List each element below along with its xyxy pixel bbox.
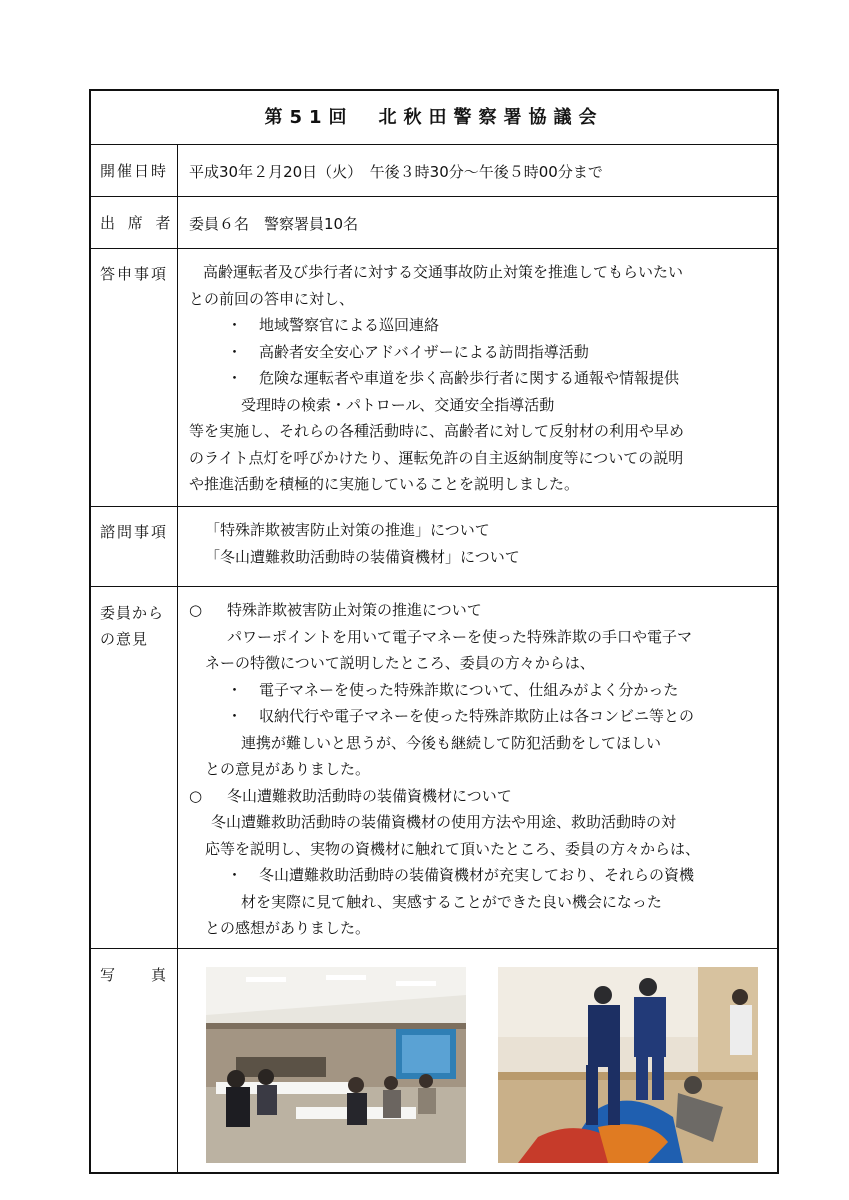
opinion-bullet-continuation: 材を実際に見て触れ、実感することができた良い機会になった	[241, 892, 662, 911]
opinions-content	[189, 597, 769, 942]
opinion-bullet: ・ 電子マネーを使った特殊詐欺について、仕組みがよく分かった	[189, 677, 769, 704]
response-label-cell	[91, 249, 178, 507]
opinion-bullet: ・ 冬山遭難救助活動時の装備資機材が充実しており、それらの資機	[189, 862, 769, 889]
response-label: 答申事項	[100, 265, 169, 283]
inquiry-item: 「特殊詐欺被害防止対策の推進」について	[205, 521, 490, 539]
bullet-glyph: ・	[227, 866, 243, 884]
response-bullet: ・ 地域警察官による巡回連絡	[189, 312, 769, 339]
photos-label: 写 真	[100, 966, 169, 984]
response-line: との前回の答申に対し、	[189, 289, 355, 308]
opinion-closing: との意見がありました。	[205, 760, 371, 778]
opinions-label-cell	[91, 587, 178, 949]
date-value: 平成30年２月20日（火） 午後３時30分～午後５時00分まで	[189, 163, 603, 181]
page-title: 第51回 北秋田警察署協議会	[264, 107, 604, 128]
response-bullet-continuation: 受理時の検索・パトロール、交通安全指導活動	[241, 395, 555, 414]
response-content	[189, 259, 769, 498]
opinion-intro-line: 応等を説明し、実物の資機材に触れて頂いたところ、委員の方々からは、	[205, 839, 701, 858]
opinions-label-line: の意見	[100, 630, 149, 648]
response-line: 高齢運転者及び歩行者に対する交通事故防止対策を推進してもらいたい	[203, 263, 684, 281]
circle-icon: ○	[189, 786, 203, 805]
inquiry-label-cell	[91, 507, 178, 587]
date-label-cell	[91, 145, 178, 197]
bullet-glyph: ・	[227, 369, 243, 387]
report-sheet	[89, 89, 779, 1174]
opinion-intro-line: 冬山遭難救助活動時の装備資機材の使用方法や用途、救助活動時の対	[211, 813, 677, 831]
opinion-intro-line: パワーポイントを用いて電子マネーを使った特殊詐欺の手口や電子マ	[227, 627, 693, 646]
bullet-glyph: ・	[227, 316, 243, 334]
response-line: 等を実施し、それらの各種活動時に、高齢者に対して反射材の利用や早め	[189, 422, 685, 440]
attendees-value: 委員６名 警察署員10名	[189, 215, 359, 233]
date-row	[91, 144, 777, 197]
opinion-heading: ○ 冬山遭難救助活動時の装備資機材について	[189, 783, 769, 810]
opinions-label-line: 委員から	[100, 604, 165, 622]
meeting-room-photo	[206, 967, 466, 1163]
bullet-glyph: ・	[227, 680, 243, 699]
attendees-row	[91, 196, 777, 249]
rescue-equipment-photo	[498, 967, 758, 1163]
attendees-label: 出 席 者	[100, 214, 175, 232]
inquiry-label: 諮問事項	[100, 523, 169, 541]
circle-icon: ○	[189, 601, 203, 619]
title-row	[91, 91, 777, 144]
response-bullet: ・ 危険な運転者や車道を歩く高齢歩行者に関する通報や情報提供	[189, 365, 769, 392]
date-label: 開催日時	[100, 162, 169, 180]
photos-label-cell	[91, 949, 178, 1172]
inquiry-item: 「冬山遭難救助活動時の装備資機材」について	[205, 547, 520, 566]
inquiry-content	[189, 517, 769, 570]
bullet-glyph: ・	[227, 707, 243, 725]
inquiry-row	[91, 506, 777, 587]
opinion-closing: との感想がありました。	[205, 919, 371, 937]
opinion-bullet: ・ 収納代行や電子マネーを使った特殊詐欺防止は各コンビニ等との	[189, 703, 769, 730]
response-line: や推進活動を積極的に実施していることを説明しました。	[189, 475, 580, 493]
opinions-row	[91, 586, 777, 949]
response-row	[91, 248, 777, 507]
bullet-glyph: ・	[227, 342, 243, 361]
opinion-intro-line: ネーの特徴について説明したところ、委員の方々からは、	[205, 654, 595, 672]
attendees-label-cell	[91, 197, 178, 249]
opinion-heading: ○ 特殊詐欺被害防止対策の推進について	[189, 597, 769, 624]
opinion-bullet-continuation: 連携が難しいと思うが、今後も継続して防犯活動をしてほしい	[241, 733, 662, 752]
photos-row	[91, 948, 777, 1172]
response-line: のライト点灯を呼びかけたり、運転免許の自主返納制度等についての説明	[189, 448, 684, 467]
opinions-label	[100, 600, 164, 652]
response-bullet: ・ 高齢者安全安心アドバイザーによる訪問指導活動	[189, 339, 769, 366]
